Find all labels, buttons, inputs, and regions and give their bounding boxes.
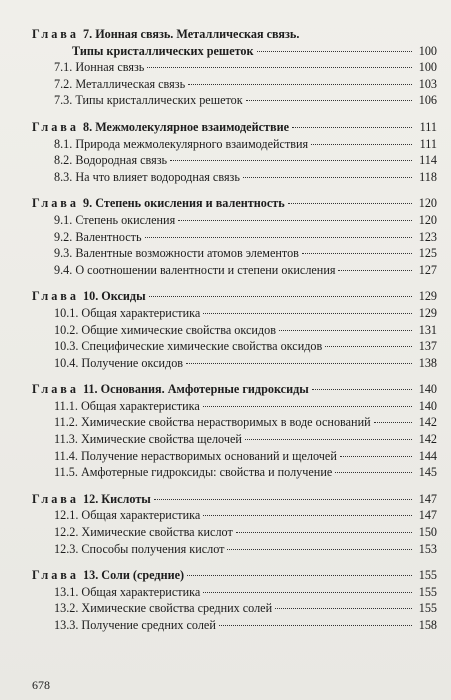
dot-leader: [178, 220, 412, 221]
table-of-contents: [32, 26, 437, 644]
toc-section-entry: [32, 305, 437, 322]
section-page: 100: [418, 60, 437, 75]
section-label: 11.5. Амфотерные гидроксиды: свойства и получение: [54, 465, 333, 480]
section-label: 7.2. Металлическая связь: [54, 76, 186, 91]
dot-leader: [246, 100, 412, 101]
dot-leader: [335, 472, 412, 473]
section-page: 142: [418, 432, 437, 447]
dot-leader: [188, 84, 412, 85]
chapter-number: 9.: [83, 196, 93, 211]
chapter-label: [32, 119, 289, 136]
chapter-title: Степень окисления и валентность: [95, 196, 285, 211]
chapter-word: Глава: [32, 382, 79, 397]
section-page: 144: [418, 448, 437, 463]
dot-leader: [203, 592, 412, 593]
section-page: 147: [418, 508, 437, 523]
dot-leader: [302, 253, 412, 254]
chapter-heading-continued: [32, 43, 437, 60]
section-label: 9.4. О соотношении валентности и степени окисления: [54, 262, 336, 277]
toc-section-entry: [32, 212, 437, 229]
chapter-heading: [32, 119, 437, 136]
toc-section-entry: [32, 92, 437, 109]
dot-leader: [292, 127, 412, 128]
toc-section-entry: [32, 584, 437, 601]
chapter-number: 8.: [83, 119, 93, 134]
chapter-label: [32, 491, 151, 508]
section-label: 11.3. Химические свойства щелочей: [54, 432, 242, 447]
toc-section-entry: [32, 322, 437, 339]
chapter-word: Глава: [32, 491, 79, 506]
dot-leader: [187, 575, 412, 576]
dot-leader: [170, 160, 412, 161]
dot-leader: [203, 515, 412, 516]
toc-section-entry: [32, 76, 437, 93]
dot-leader: [338, 270, 412, 271]
chapter-word: Глава: [32, 196, 79, 211]
chapter-label: [32, 567, 184, 584]
section-page: 129: [418, 305, 437, 320]
dot-leader: [219, 625, 412, 626]
dot-leader: [203, 406, 412, 407]
toc-chapter: [32, 119, 437, 185]
section-page: 123: [418, 229, 437, 244]
chapter-title: Ионная связь. Металлическая связь.: [95, 27, 300, 41]
chapter-word: Глава: [32, 568, 79, 583]
dot-leader: [203, 313, 412, 314]
toc-chapter: [32, 26, 437, 109]
chapter-word: Глава: [32, 289, 79, 304]
chapter-page: 111: [419, 119, 437, 134]
chapter-label: [32, 288, 146, 305]
toc-section-entry: [32, 355, 437, 372]
section-label: 12.2. Химические свойства кислот: [54, 525, 233, 540]
toc-chapter: [32, 491, 437, 557]
chapter-page: 120: [418, 196, 437, 211]
section-label: 10.3. Специфические химические свойства оксидов: [54, 339, 323, 354]
dot-leader: [374, 422, 412, 423]
dot-leader: [311, 144, 412, 145]
chapter-page: 140: [418, 382, 437, 397]
toc-section-entry: [32, 245, 437, 262]
section-label: 11.4. Получение нерастворимых оснований и щелочей: [54, 448, 337, 463]
dot-leader: [227, 549, 412, 550]
dot-leader: [149, 296, 412, 297]
section-page: 106: [418, 93, 437, 108]
chapter-label: [32, 26, 299, 43]
toc-section-entry: [32, 169, 437, 186]
section-label: 7.3. Типы кристаллических решеток: [54, 93, 243, 108]
dot-leader: [257, 51, 412, 52]
section-label: 13.2. Химические свойства средних солей: [54, 601, 273, 616]
dot-leader: [288, 203, 412, 204]
toc-chapter: [32, 567, 437, 633]
chapter-heading: [32, 381, 437, 398]
dot-leader: [154, 499, 412, 500]
chapter-page: 100: [418, 43, 437, 58]
section-label: 9.1. Степень окисления: [54, 212, 176, 227]
toc-section-entry: [32, 152, 437, 169]
section-page: 155: [418, 584, 437, 599]
section-page: 153: [418, 541, 437, 556]
section-label: 10.2. Общие химические свойства оксидов: [54, 322, 276, 337]
toc-chapter: [32, 288, 437, 371]
chapter-heading: [32, 195, 437, 212]
dot-leader: [245, 439, 412, 440]
chapter-number: 7.: [83, 27, 93, 41]
section-page: 142: [418, 415, 437, 430]
toc-section-entry: [32, 617, 437, 634]
section-page: 120: [418, 212, 437, 227]
section-label: 8.3. На что влияет водородная связь: [54, 169, 240, 184]
chapter-word: Глава: [32, 27, 79, 41]
section-label: 10.1. Общая характеристика: [54, 305, 201, 320]
section-label: 8.1. Природа межмолекулярного взаимодействия: [54, 136, 309, 151]
chapter-number: 12.: [83, 491, 99, 506]
section-page: 103: [418, 76, 437, 91]
section-page: 118: [419, 169, 437, 184]
section-label: 13.3. Получение средних солей: [54, 618, 216, 632]
section-page: 137: [418, 339, 437, 354]
section-page: 111: [419, 136, 437, 151]
toc-section-entry: [32, 600, 437, 617]
dot-leader: [186, 363, 412, 364]
section-page: 127: [418, 262, 437, 277]
section-label: 7.1. Ионная связь: [54, 60, 145, 75]
section-label: 9.3. Валентные возможности атомов элементов: [54, 246, 299, 261]
chapter-title: Межмолекулярное взаимодействие: [95, 119, 290, 134]
toc-section-entry: [32, 507, 437, 524]
section-page: 138: [418, 355, 437, 370]
toc-section-entry: [32, 431, 437, 448]
chapter-page: 147: [418, 491, 437, 506]
toc-section-entry: [32, 464, 437, 481]
section-page: 145: [418, 465, 437, 480]
section-page: 150: [418, 525, 437, 540]
chapter-title: Соли (средние): [101, 568, 185, 583]
dot-leader: [145, 237, 412, 238]
section-label: 12.1. Общая характеристика: [54, 508, 201, 523]
chapter-title-continued: Типы кристаллических решеток: [72, 43, 254, 58]
section-page: 131: [418, 322, 437, 337]
chapter-page: 155: [418, 568, 437, 583]
section-page: 158: [418, 618, 437, 632]
dot-leader: [147, 67, 412, 68]
toc-section-entry: [32, 448, 437, 465]
dot-leader: [243, 177, 412, 178]
toc-section-entry: [32, 262, 437, 279]
dot-leader: [275, 608, 412, 609]
dot-leader: [312, 389, 412, 390]
section-label: 11.2. Химические свойства нерастворимых в воде оснований: [54, 415, 371, 430]
chapter-number: 11.: [83, 382, 98, 397]
section-label: 13.1. Общая характеристика: [54, 584, 201, 599]
section-page: 125: [418, 246, 437, 261]
section-page: 155: [418, 601, 437, 616]
chapter-heading: [32, 26, 437, 43]
toc-chapter: [32, 381, 437, 481]
dot-leader: [279, 330, 412, 331]
chapter-heading: [32, 567, 437, 584]
dot-leader: [340, 456, 412, 457]
toc-section-entry: [32, 414, 437, 431]
chapter-number: 13.: [83, 568, 99, 583]
chapter-title: Оксиды: [101, 289, 146, 304]
dot-leader: [236, 532, 412, 533]
section-label: 12.3. Способы получения кислот: [54, 541, 225, 556]
chapter-title: Кислоты: [101, 491, 151, 506]
toc-section-entry: [32, 524, 437, 541]
section-label: 9.2. Валентность: [54, 229, 142, 244]
dot-leader: [325, 346, 412, 347]
chapter-page: 129: [418, 289, 437, 304]
chapter-heading: [32, 491, 437, 508]
chapter-word: Глава: [32, 119, 79, 134]
chapter-number: 10.: [83, 289, 99, 304]
toc-section-entry: [32, 338, 437, 355]
section-page: 114: [419, 153, 437, 168]
chapter-label: [32, 195, 285, 212]
toc-section-entry: [32, 229, 437, 246]
section-label: 11.1. Общая характеристика: [54, 398, 200, 413]
toc-section-entry: [32, 398, 437, 415]
chapter-label: [32, 381, 309, 398]
chapter-heading: [32, 288, 437, 305]
chapter-title: Основания. Амфотерные гидроксиды: [100, 382, 309, 397]
section-label: 10.4. Получение оксидов: [54, 355, 184, 370]
section-page: 140: [418, 398, 437, 413]
toc-section-entry: [32, 541, 437, 558]
toc-section-entry: [32, 59, 437, 76]
toc-section-entry: [32, 136, 437, 153]
toc-chapter: [32, 195, 437, 278]
section-label: 8.2. Водородная связь: [54, 153, 168, 168]
page-number: 678: [32, 678, 50, 692]
